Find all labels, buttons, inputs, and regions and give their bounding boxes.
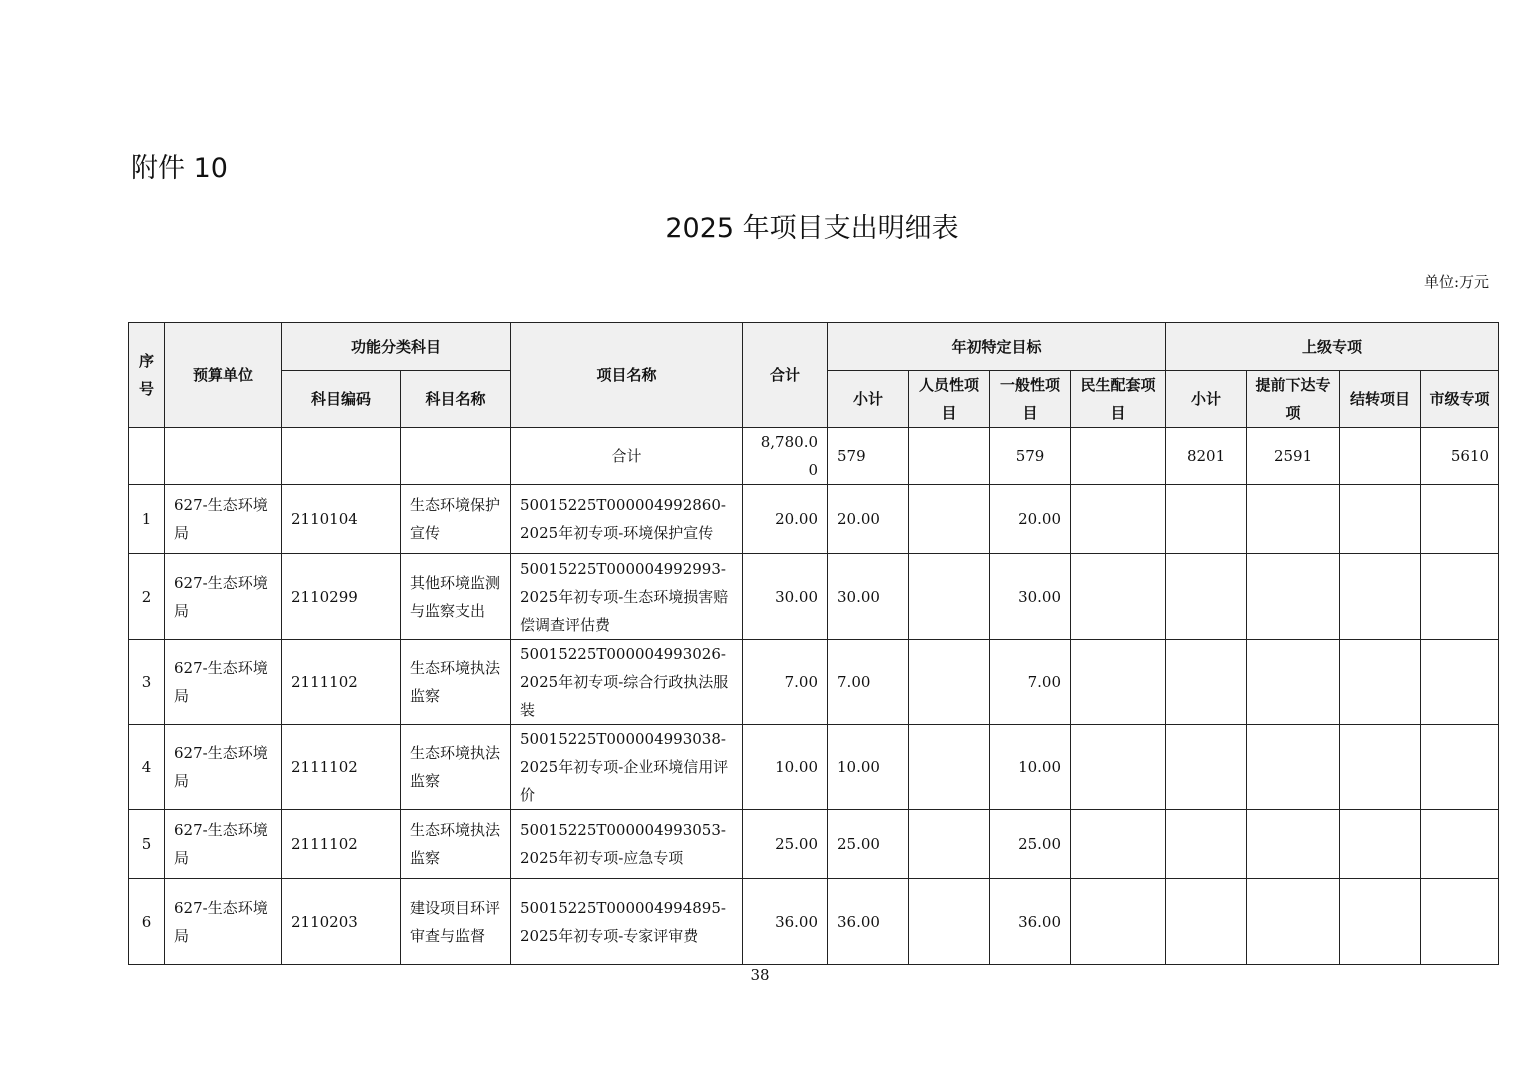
row-total: 36.00 — [743, 879, 828, 965]
total-label: 合计 — [511, 428, 743, 485]
row-advance — [1247, 640, 1340, 725]
header-livelihood: 民生配套项目 — [1071, 371, 1166, 428]
total-superior-subtotal: 8201 — [1166, 428, 1247, 485]
row-livelihood — [1071, 810, 1166, 879]
header-general: 一般性项目 — [990, 371, 1071, 428]
header-total: 合计 — [743, 323, 828, 428]
row-superior-subtotal — [1166, 554, 1247, 640]
page-title: 2025 年项目支出明细表 — [665, 213, 959, 244]
header-superior: 上级专项 — [1166, 323, 1499, 371]
row-subject: 生态环境执法监察 — [401, 810, 511, 879]
row-personnel — [909, 640, 990, 725]
total-livelihood — [1071, 428, 1166, 485]
header-annual-target: 年初特定目标 — [828, 323, 1166, 371]
header-project-name: 项目名称 — [511, 323, 743, 428]
header-advance: 提前下达专项 — [1247, 371, 1340, 428]
total-amount: 8,780.00 — [743, 428, 828, 485]
table-row — [129, 485, 1499, 554]
row-seq: 3 — [129, 640, 165, 725]
row-unit: 627-生态环境局 — [165, 725, 282, 810]
row-personnel — [909, 485, 990, 554]
header-subject-name: 科目名称 — [401, 371, 511, 428]
row-livelihood — [1071, 879, 1166, 965]
row-superior-subtotal — [1166, 810, 1247, 879]
attachment-label: 附件 10 — [131, 153, 228, 184]
row-advance — [1247, 554, 1340, 640]
table-row — [129, 554, 1499, 640]
row-subject: 其他环境监测与监察支出 — [401, 554, 511, 640]
total-general: 579 — [990, 428, 1071, 485]
row-carryover — [1340, 554, 1421, 640]
row-unit: 627-生态环境局 — [165, 554, 282, 640]
page-number: 38 — [750, 966, 770, 984]
row-code: 2111102 — [282, 810, 401, 879]
row-project: 50015225T000004993053-2025年初专项-应急专项 — [511, 810, 743, 879]
row-carryover — [1340, 725, 1421, 810]
row-municipal — [1421, 554, 1499, 640]
row-personnel — [909, 810, 990, 879]
row-personnel — [909, 725, 990, 810]
header-subject-code: 科目编码 — [282, 371, 401, 428]
row-carryover — [1340, 879, 1421, 965]
row-municipal — [1421, 485, 1499, 554]
row-personnel — [909, 554, 990, 640]
row-municipal — [1421, 810, 1499, 879]
row-seq: 5 — [129, 810, 165, 879]
row-municipal — [1421, 725, 1499, 810]
row-livelihood — [1071, 485, 1166, 554]
row-livelihood — [1071, 725, 1166, 810]
table-row — [129, 879, 1499, 965]
row-code: 2111102 — [282, 640, 401, 725]
row-general: 7.00 — [990, 640, 1071, 725]
header-personnel: 人员性项目 — [909, 371, 990, 428]
row-advance — [1247, 879, 1340, 965]
row-carryover — [1340, 810, 1421, 879]
row-project: 50015225T000004992860-2025年初专项-环境保护宣传 — [511, 485, 743, 554]
total-cell-empty — [401, 428, 511, 485]
row-code: 2110104 — [282, 485, 401, 554]
row-total: 20.00 — [743, 485, 828, 554]
header-seq: 序号 — [129, 323, 165, 428]
total-row — [129, 428, 1499, 485]
row-subtotal: 20.00 — [828, 485, 909, 554]
row-project: 50015225T000004994895-2025年初专项-专家评审费 — [511, 879, 743, 965]
row-superior-subtotal — [1166, 485, 1247, 554]
table-row — [129, 640, 1499, 725]
row-subject: 生态环境保护宣传 — [401, 485, 511, 554]
row-general: 30.00 — [990, 554, 1071, 640]
row-advance — [1247, 810, 1340, 879]
row-livelihood — [1071, 640, 1166, 725]
row-unit: 627-生态环境局 — [165, 485, 282, 554]
header-unit: 预算单位 — [165, 323, 282, 428]
row-superior-subtotal — [1166, 640, 1247, 725]
row-seq: 1 — [129, 485, 165, 554]
row-carryover — [1340, 640, 1421, 725]
row-subject: 生态环境执法监察 — [401, 725, 511, 810]
row-subtotal: 36.00 — [828, 879, 909, 965]
header-func-class: 功能分类科目 — [282, 323, 511, 371]
row-unit: 627-生态环境局 — [165, 879, 282, 965]
row-advance — [1247, 725, 1340, 810]
unit-label: 单位:万元 — [1423, 273, 1489, 291]
row-general: 36.00 — [990, 879, 1071, 965]
row-seq: 4 — [129, 725, 165, 810]
row-unit: 627-生态环境局 — [165, 640, 282, 725]
total-municipal: 5610 — [1421, 428, 1499, 485]
row-advance — [1247, 485, 1340, 554]
row-unit: 627-生态环境局 — [165, 810, 282, 879]
header-municipal: 市级专项 — [1421, 371, 1499, 428]
row-subtotal: 30.00 — [828, 554, 909, 640]
row-superior-subtotal — [1166, 725, 1247, 810]
row-code: 2111102 — [282, 725, 401, 810]
header-subtotal: 小计 — [828, 371, 909, 428]
row-personnel — [909, 879, 990, 965]
row-seq: 2 — [129, 554, 165, 640]
row-municipal — [1421, 879, 1499, 965]
row-seq: 6 — [129, 879, 165, 965]
row-municipal — [1421, 640, 1499, 725]
row-code: 2110203 — [282, 879, 401, 965]
table-row — [129, 810, 1499, 879]
row-total: 10.00 — [743, 725, 828, 810]
row-general: 25.00 — [990, 810, 1071, 879]
row-project: 50015225T000004993038-2025年初专项-企业环境信用评价 — [511, 725, 743, 810]
expenditure-table — [128, 322, 1499, 965]
header-carryover: 结转项目 — [1340, 371, 1421, 428]
row-subtotal: 25.00 — [828, 810, 909, 879]
row-carryover — [1340, 485, 1421, 554]
total-subtotal: 579 — [828, 428, 909, 485]
total-personnel — [909, 428, 990, 485]
total-carryover — [1340, 428, 1421, 485]
table-row — [129, 725, 1499, 810]
row-total: 30.00 — [743, 554, 828, 640]
row-subject: 生态环境执法监察 — [401, 640, 511, 725]
row-code: 2110299 — [282, 554, 401, 640]
total-cell-empty — [129, 428, 165, 485]
row-project: 50015225T000004993026-2025年初专项-综合行政执法服装 — [511, 640, 743, 725]
header-superior-subtotal: 小计 — [1166, 371, 1247, 428]
total-cell-empty — [165, 428, 282, 485]
row-total: 7.00 — [743, 640, 828, 725]
row-subtotal: 7.00 — [828, 640, 909, 725]
row-general: 10.00 — [990, 725, 1071, 810]
row-general: 20.00 — [990, 485, 1071, 554]
row-subject: 建设项目环评审查与监督 — [401, 879, 511, 965]
row-superior-subtotal — [1166, 879, 1247, 965]
total-advance: 2591 — [1247, 428, 1340, 485]
row-total: 25.00 — [743, 810, 828, 879]
row-subtotal: 10.00 — [828, 725, 909, 810]
total-cell-empty — [282, 428, 401, 485]
row-livelihood — [1071, 554, 1166, 640]
row-project: 50015225T000004992993-2025年初专项-生态环境损害赔偿调查评估费 — [511, 554, 743, 640]
